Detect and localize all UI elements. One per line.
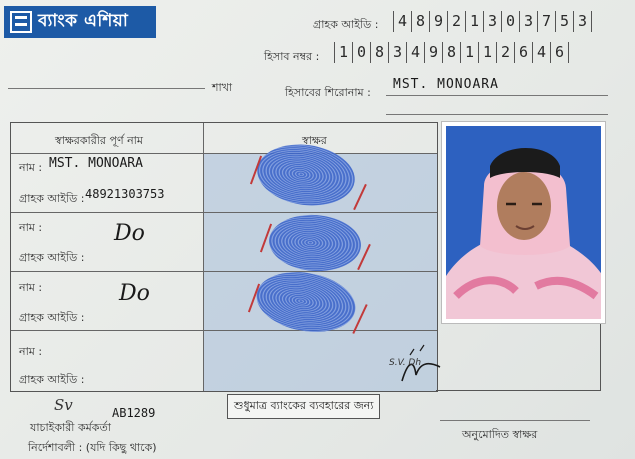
verifier-label: যাচাইকারী কর্মকর্তা [30,421,111,434]
verifier-code: AB1289 [112,406,156,420]
bank-use-only-box: শুধুমাত্র ব্যাংকের ব্যবহারের জন্য [227,394,380,419]
customer-id-digit-11: 3 [573,11,592,32]
customer-id-digit-6: 3 [483,11,501,32]
account-title-label: হিসাবের শিরোনাম : [285,86,371,99]
branch-label: শাখা [212,81,233,94]
customer-id-digit-9: 7 [537,11,555,32]
customer-id-digit-3: 9 [429,11,447,32]
row2-name-value: Do [114,221,145,246]
account-no-digit-6: 9 [424,42,442,63]
account-no-digit-8: 1 [460,42,478,63]
account-no-digit-11: 6 [514,42,532,63]
account-no-digit-7: 8 [442,42,460,63]
photo-background [446,126,601,319]
customer-id-digit-2: 8 [411,11,429,32]
row4-name-label: নাম : [19,345,43,358]
customer-id-digit-4: 2 [447,11,465,32]
customer-id-digit-1: 4 [393,11,411,32]
col-signature-header: স্বাক্ষর [302,134,327,147]
row1-id-value: 4892130375З [85,187,165,201]
account-no-boxes [334,42,569,63]
account-no-digit-1: 1 [334,42,352,63]
customer-id-label: গ্রাহক আইডি : [313,18,379,31]
row1-name-label: নাম : [19,161,43,174]
account-no-digit-13: 6 [550,42,569,63]
customer-id-digit-5: 1 [465,11,483,32]
col-name-header: স্বাক্ষরকারীর পূর্ণ নাম [55,134,143,147]
branch-line [8,88,205,89]
customer-id-boxes [393,11,592,32]
bank-logo-text: ব্যাংক এশিয়া [38,11,129,31]
bank-logo-icon [10,11,32,33]
account-no-digit-5: 4 [406,42,424,63]
account-title-line [386,95,608,96]
photo-lower-box [436,324,601,391]
row1-id-label: গ্রাহক আইডি : [19,192,85,205]
account-no-label: হিসাব নম্বর : [264,50,320,63]
instructions-label: নির্দেশাবলী : (যদি কিছু থাকে) [28,441,157,454]
customer-portrait [446,126,601,319]
signature-table [10,122,438,392]
row3-name-label: নাম : [19,281,43,294]
row2-name-label: নাম : [19,221,43,234]
customer-photo [441,121,606,324]
bank-logo [4,6,156,38]
account-title-line-2 [386,114,608,115]
account-no-digit-3: 8 [370,42,388,63]
approved-signature-label: অনুমোদিত স্বাক্ষর [462,428,538,441]
account-no-digit-4: 3 [388,42,406,63]
account-no-digit-12: 4 [532,42,550,63]
approved-line [440,420,590,421]
verifier-signature: Sv [54,396,73,414]
row3-id-label: গ্রাহক আইডি : [19,311,85,324]
row2-id-label: গ্রাহক আইডি : [19,251,85,264]
account-title-value: MST. MONOARA [393,77,499,92]
customer-id-digit-10: 5 [555,11,573,32]
officer-initials: S.V. Dh [389,358,422,368]
account-no-digit-9: 1 [478,42,496,63]
account-no-digit-10: 2 [496,42,514,63]
row1-name-value: MST. MONOARA [49,156,143,171]
account-no-digit-2: 0 [352,42,370,63]
customer-id-digit-7: 0 [501,11,519,32]
row4-id-label: গ্রাহক আইডি : [19,373,85,386]
row3-name-value: Do [119,281,150,306]
customer-id-digit-8: 3 [519,11,537,32]
